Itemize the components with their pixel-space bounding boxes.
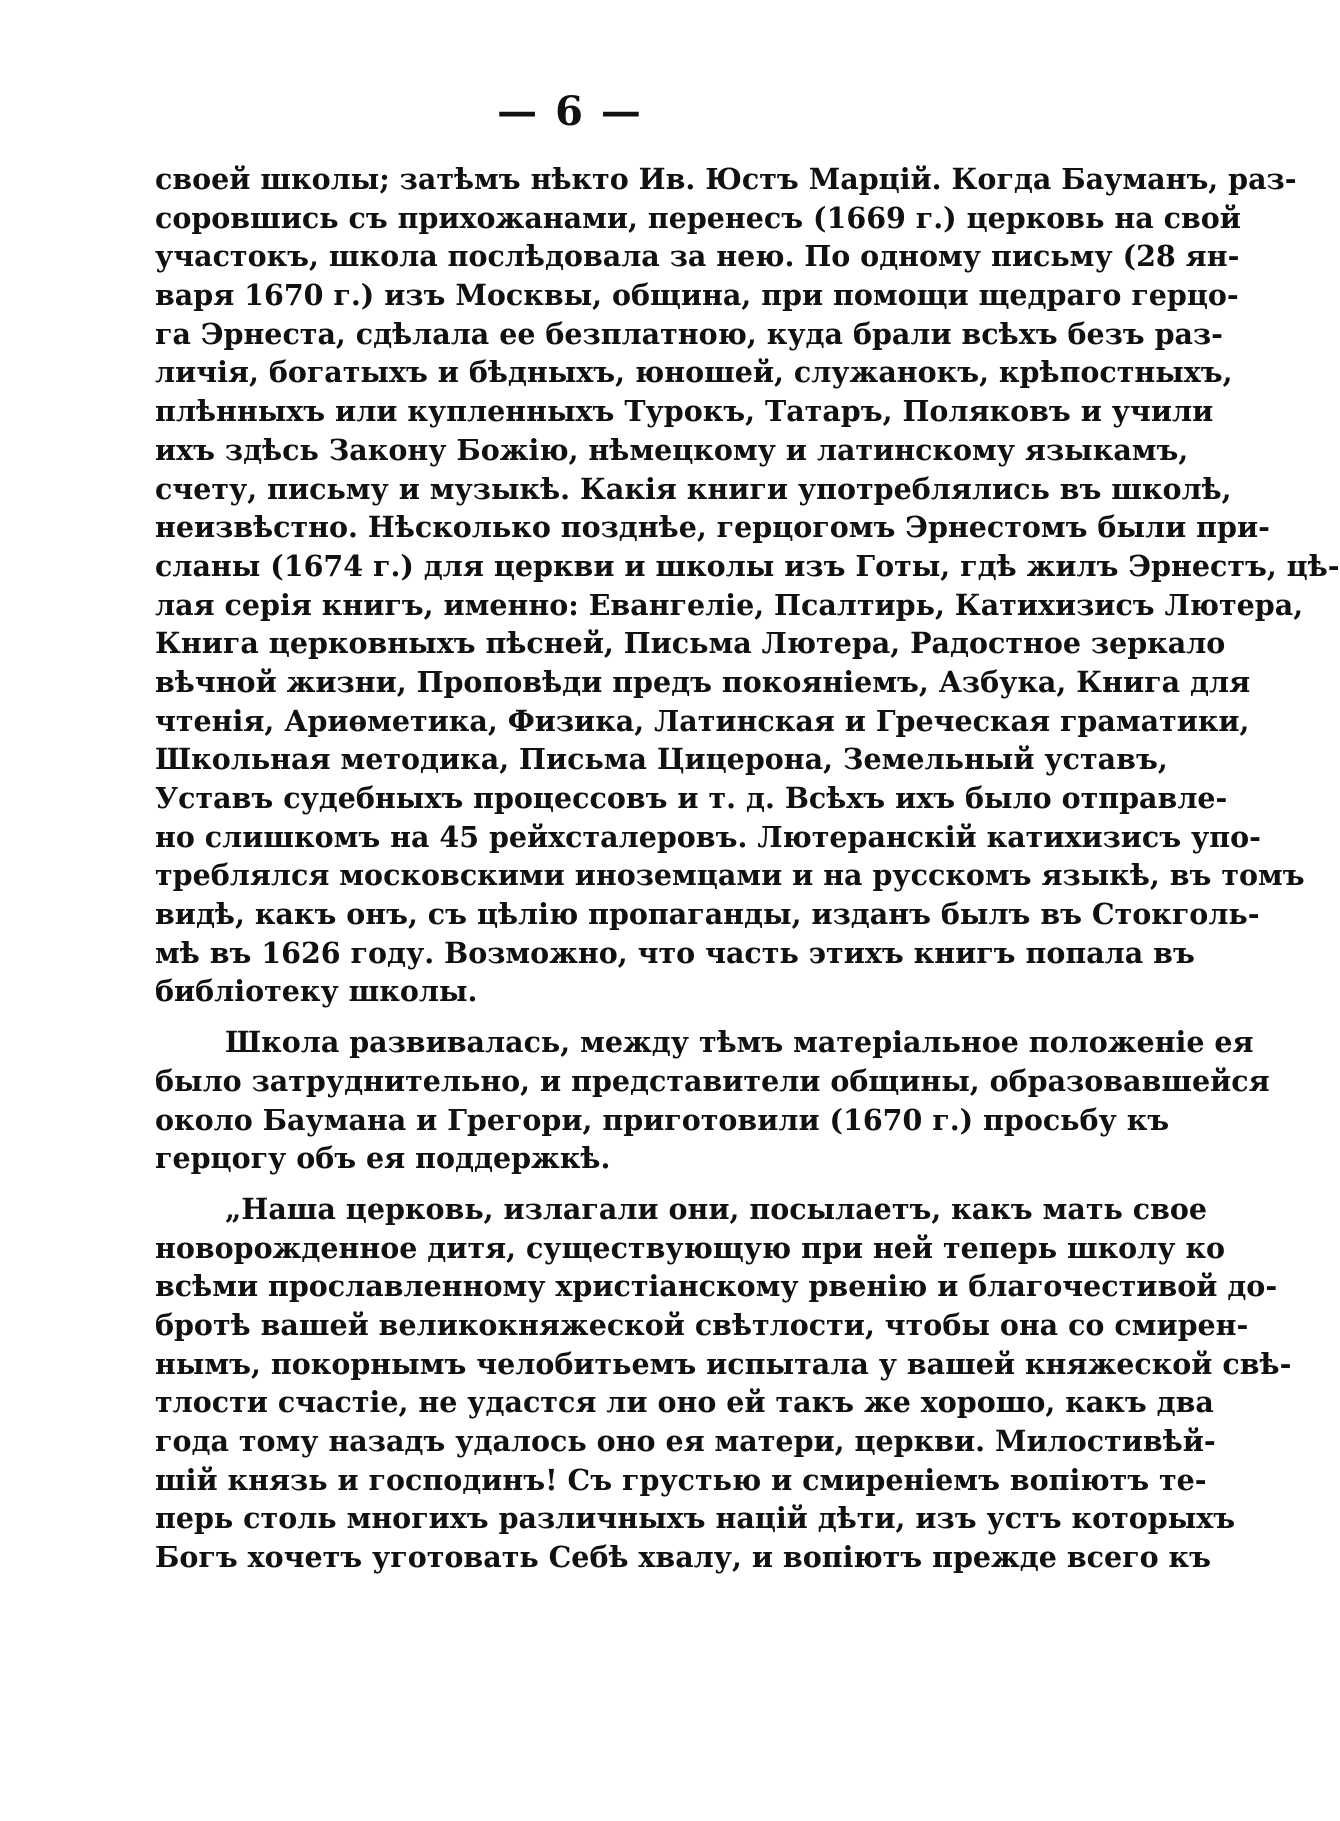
text-line: видѣ, какъ онъ, съ цѣлію пропаганды, изданъ былъ въ Стокголь- <box>155 897 1260 932</box>
text-line: герцогу объ ея поддержкѣ. <box>155 1141 611 1176</box>
text-line: всѣми прославленному христіанскому рвенію и благочестивой до- <box>155 1269 1278 1304</box>
text-line: счету, письму и музыкѣ. Какія книги употреблялись въ школѣ, <box>155 471 1232 506</box>
text-line: сланы (1674 г.) для церкви и школы изъ Готы, гдѣ жилъ Эрнестъ, цѣ- <box>155 548 1340 583</box>
text-line: Школа развивалась, между тѣмъ матеріальное положеніе ея <box>225 1025 1254 1060</box>
text-line: около Баумана и Грегори, приготовили (1670 г.) просьбу къ <box>155 1102 1170 1137</box>
text-line: но слишкомъ на 45 рейхсталеровъ. Лютеранскій катихизисъ упо- <box>155 819 1261 854</box>
text-line: бротѣ вашей великокняжеской свѣтлости, чтобы она со смирен- <box>155 1307 1249 1342</box>
text-line: Уставъ судебныхъ процессовъ и т. д. Всѣхъ ихъ было отправле- <box>155 781 1228 815</box>
paragraph-1 <box>155 160 1340 1011</box>
text-line: нымъ, покорнымъ челобитьемъ испытала у вашей княжеской свѣ- <box>155 1346 1292 1381</box>
body-text <box>155 160 1340 1577</box>
text-line: мѣ въ 1626 году. Возможно, что часть этихъ книгъ попала въ <box>155 935 1195 970</box>
text-line: шій князь и господинъ! Съ грустью и смиреніемъ вопіютъ те- <box>155 1462 1207 1497</box>
text-line: года тому назадъ удалось оно ея матери, церкви. Милостивѣй- <box>155 1424 1216 1458</box>
text-line: своей школы; затѣмъ нѣкто Ив. Юстъ Марцій. Когда Бауманъ, раз- <box>155 162 1297 196</box>
text-line: Богъ хочетъ уготовать Себѣ хвалу, и вопіютъ прежде всего къ <box>155 1540 1211 1575</box>
text-line: вѣчной жизни, Проповѣди предъ покояніемъ, Азбука, Книга для <box>155 664 1251 699</box>
text-line: лая серія книгъ, именно: Евангеліе, Псалтирь, Катихизисъ Лютера, <box>155 587 1304 622</box>
paragraph-3 <box>155 1190 1292 1577</box>
text-line: тлости счастіе, не удастся ли оно ей такъ же хорошо, какъ два <box>155 1385 1214 1420</box>
text-line: плѣнныхъ или купленныхъ Турокъ, Татаръ, Поляковъ и учили <box>155 394 1214 429</box>
paragraph-gap <box>155 1178 1065 1190</box>
text-line: „Наша церковь, излагали они, посылаетъ, какъ мать свое <box>225 1191 1208 1226</box>
text-line: личія, богатыхъ и бѣдныхъ, юношей, служанокъ, крѣпостныхъ, <box>155 355 1233 390</box>
text-line: участокъ, школа послѣдовала за нею. По одному письму (28 ян- <box>155 239 1240 274</box>
page-number: — 6 — <box>497 88 643 135</box>
text-line: треблялся московскими иноземцами и на русскомъ языкѣ, въ томъ <box>155 858 1305 893</box>
text-line: соровшись съ прихожанами, перенесъ (1669 г.) церковь на свой <box>155 200 1241 235</box>
text-line: библіотеку школы. <box>155 974 478 1009</box>
text-line: га Эрнеста, сдѣлала ее безплатною, куда брали всѣхъ безъ раз- <box>155 316 1223 351</box>
text-line: ихъ здѣсь Закону Божію, нѣмецкому и латинскому языкамъ, <box>155 432 1189 467</box>
text-line: чтенія, Ариѳметика, Физика, Латинская и Греческая граматики, <box>155 703 1250 738</box>
paragraph-gap <box>155 1011 1065 1023</box>
text-line: Школьная методика, Письма Цицерона, Земельный уставъ, <box>155 742 1168 777</box>
text-line: варя 1670 г.) изъ Москвы, община, при помощи щедраго герцо- <box>155 278 1239 313</box>
text-line: было затруднительно, и представители общины, образовавшейся <box>155 1063 1270 1098</box>
text-line: новорожденное дитя, существующую при ней теперь школу ко <box>155 1230 1226 1265</box>
text-line: перь столь многихъ различныхъ націй дѣти, изъ устъ которыхъ <box>155 1501 1236 1536</box>
paragraph-2 <box>155 1023 1270 1178</box>
text-line: неизвѣстно. Нѣсколько позднѣе, герцогомъ Эрнестомъ были при- <box>155 510 1270 545</box>
text-line: Книга церковныхъ пѣсней, Письма Лютера, Радостное зеркало <box>155 626 1226 661</box>
